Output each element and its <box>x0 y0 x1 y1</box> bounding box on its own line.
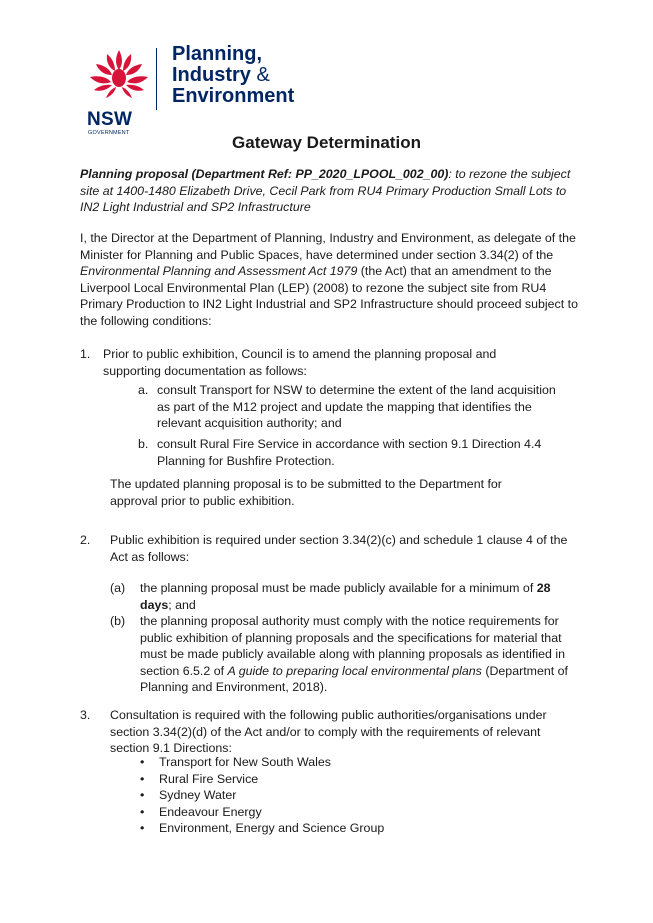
logo-government-text: GOVERNMENT <box>88 130 130 136</box>
act-name: Environmental Planning and Assessment Act 1979 <box>80 264 358 278</box>
consultation-list <box>140 754 560 837</box>
page-title: Gateway Determination <box>232 133 421 152</box>
dept-line-2 <box>172 65 294 86</box>
condition-2b-body: the planning proposal authority must comply with the notice requirements for public exhibition of planning proposals and the specifications for material that must be made publicly available along with planning proposals as identified in section 6.5.2 of <box>140 614 565 678</box>
condition-1-text: Prior to public exhibition, Council is to amend the planning proposal and supporting documentation as follows: <box>103 347 497 378</box>
condition-2-text: Public exhibition is required under section 3.34(2)(c) and schedule 1 clause 4 of the Act as follows: <box>110 533 568 564</box>
determination-text-2: (the Act) that an amendment to the Liverpool Local Environmental Plan (LEP) (2008) to rezone the subject site from RU4 Primary Production to IN2 Light Industrial and SP2 Infrastructure should proceed subject to the following conditions: <box>80 264 578 328</box>
determination-text-1: I, the Director at the Department of Planning, Industry and Environment, as delegate of the Minister for Planning and Public Spaces, have determined under section 3.34(2) of the <box>80 231 576 262</box>
department-name <box>172 44 294 107</box>
condition-2a-body: the planning proposal must be made publicly available for a minimum of <box>140 581 537 595</box>
condition-3-text: Consultation is required with the following public authorities/organisations under section 3.34(2)(d) of the Act and/or to comply with the requirements of relevant section 9.1 Directions: <box>110 708 547 755</box>
determination-paragraph <box>80 230 580 329</box>
condition-1-note: The updated planning proposal is to be submitted to the Department for approval prior to public exhibition. <box>110 477 502 508</box>
dept-ampersand: & <box>256 64 270 86</box>
logo-divider <box>156 48 157 110</box>
condition-2a-marker: (a) <box>110 581 126 595</box>
condition-1b-marker: b. <box>138 437 149 451</box>
waratah-icon <box>86 44 152 110</box>
exhibition-period: 28 days <box>140 581 551 612</box>
condition-2-number: 2. <box>80 533 91 547</box>
condition-1b-text: consult Rural Fire Service in accordance with section 9.1 Direction 4.4 Planning for Bushfire Protection. <box>157 437 542 468</box>
dept-line-3: Environment <box>172 85 295 107</box>
condition-1a-marker: a. <box>138 383 149 397</box>
condition-1a-text: consult Transport for NSW to determine the extent of the land acquisition as part of the M12 project and update the mapping that identifies the relevant acquisition authority; and <box>157 383 556 430</box>
condition-1-number: 1. <box>80 347 91 361</box>
proposal-description: : to rezone the subject site at 1400-1480 Elizabeth Drive, Cecil Park from RU4 Primary Production Small Lots to IN2 Light Industrial and SP2 Infrastructure <box>80 167 571 214</box>
logo-nsw-text: NSW <box>87 109 133 130</box>
list-item: • Transport for New South Wales <box>140 754 560 771</box>
condition-2a-end: ; and <box>168 597 196 612</box>
condition-2b-text <box>140 613 588 696</box>
list-item: • Environment, Energy and Science Group <box>140 820 560 837</box>
list-item: • Rural Fire Service <box>140 771 560 788</box>
condition-2b-marker: (b) <box>110 614 126 628</box>
proposal-reference: Planning proposal (Department Ref: PP_2020_LPOOL_002_00) <box>80 167 449 181</box>
dept-line-1: Planning, <box>172 43 262 65</box>
dept-industry: Industry <box>172 64 251 86</box>
list-item: • Sydney Water <box>140 787 560 804</box>
list-item: • Endeavour Energy <box>140 804 560 821</box>
guide-title: A guide to preparing local environmental plans <box>227 663 482 678</box>
proposal-summary <box>80 166 580 216</box>
condition-2b-end: (Department of Planning and Environment, 2018). <box>140 663 568 694</box>
condition-3-number: 3. <box>80 708 91 722</box>
condition-2a-text <box>140 580 580 613</box>
